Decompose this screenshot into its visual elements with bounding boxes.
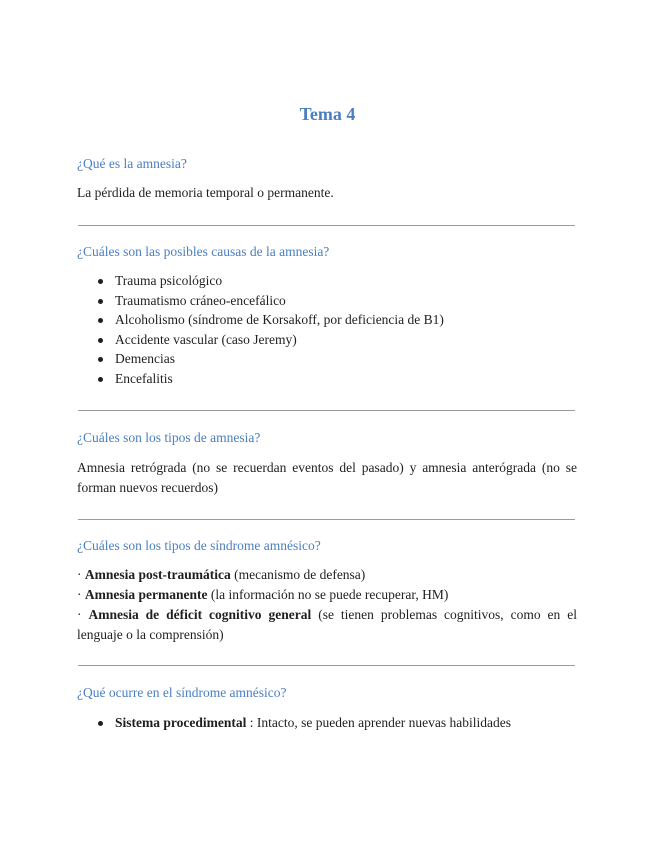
types-block [77,565,577,645]
bullet-icon [98,318,103,323]
list-item: Demencias [77,349,444,369]
bullet-icon [98,357,103,362]
list-item: Encefalitis [77,369,444,389]
type-line: · Amnesia de déficit cognitivo general (se tienen problemas cognitivos, como en el lenguaje o la comprensión) [77,607,578,642]
answer-text: La pérdida de memoria temporal o permanente. [77,185,334,200]
bullet-icon [98,279,103,284]
bullet-icon [98,299,103,304]
list-item: Traumatismo cráneo-encefálico [77,291,444,311]
bullet-icon [98,338,103,343]
bullet-icon [98,377,103,382]
section-divider [78,225,575,226]
bullet-icon [98,721,103,726]
page-title: Tema 4 [299,104,356,124]
list-item: Sistema procedimental : Intacto, se pueden aprender nuevas habilidades [77,713,511,733]
section-divider [78,665,575,666]
type-line: · Amnesia post-traumática (mecanismo de defensa) [77,567,366,582]
section-divider [78,519,575,520]
list-item: Trauma psicológico [77,271,444,291]
list-item: Accidente vascular (caso Jeremy) [77,330,444,350]
question-heading: ¿Cuáles son los tipos de síndrome amnésico? [77,538,321,553]
section-divider [78,410,575,411]
causes-list [77,271,444,389]
type-line: · Amnesia permanente (la información no se puede recuperar, HM) [77,587,449,602]
list-item: Alcoholismo (síndrome de Korsakoff, por deficiencia de B1) [77,310,444,330]
syndrome-list [77,713,511,733]
question-heading: ¿Cuáles son las posibles causas de la amnesia? [77,244,330,259]
question-heading: ¿Qué es la amnesia? [77,156,187,171]
question-heading: ¿Qué ocurre en el síndrome amnésico? [77,685,287,700]
question-heading: ¿Cuáles son los tipos de amnesia? [77,430,261,445]
answer-text: Amnesia retrógrada (no se recuerdan eventos del pasado) y amnesia anterógrada (no se forman nuevos recuerdos) [77,460,577,495]
